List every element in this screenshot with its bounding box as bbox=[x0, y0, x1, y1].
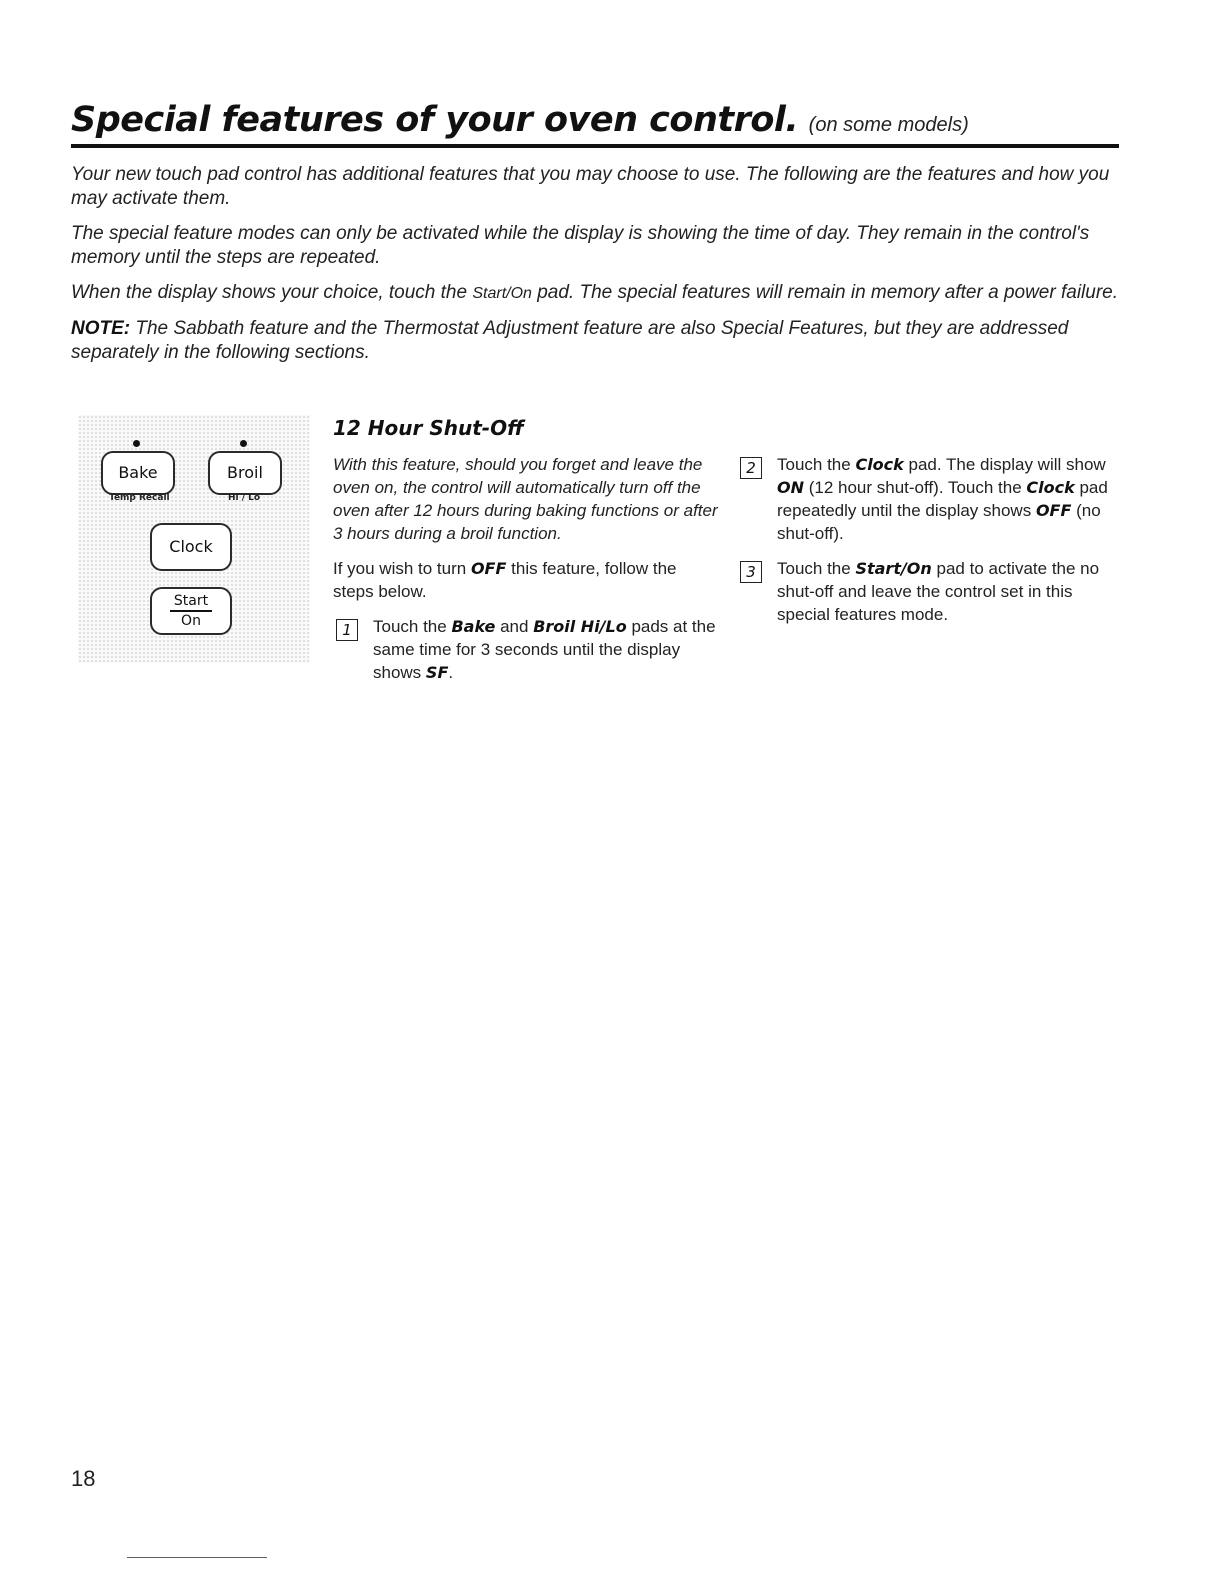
step-1-text-b: and bbox=[495, 617, 534, 636]
section-heading: 12 Hour Shut-Off bbox=[333, 416, 524, 440]
footer-rule bbox=[127, 1557, 267, 1558]
broil-indicator-dot bbox=[240, 440, 247, 447]
page-title bbox=[71, 100, 1119, 148]
note-paragraph bbox=[71, 317, 1121, 365]
section-column-2 bbox=[737, 453, 1122, 638]
intro-p3-text-b: pad. The special features will remain in memory after a power failure. bbox=[531, 282, 1119, 303]
step-3-text-a: Touch the bbox=[777, 559, 856, 578]
step-1-text-d: . bbox=[448, 663, 454, 682]
control-panel-illustration bbox=[78, 415, 310, 663]
step-number-box: 1 bbox=[336, 619, 358, 641]
step-2-clock-keyword-2: Clock bbox=[1026, 478, 1075, 497]
turn-off-text-a: If you wish to turn bbox=[333, 559, 471, 578]
bake-pad-sublabel: Temp Recall bbox=[109, 493, 170, 503]
turn-off-keyword: OFF bbox=[470, 559, 507, 578]
step-1-sf-keyword: SF bbox=[425, 663, 449, 682]
broil-pad bbox=[208, 451, 282, 495]
step-2-text-a: Touch the bbox=[777, 455, 856, 474]
page-title-subtitle: (on some models) bbox=[808, 114, 969, 136]
step-1-bake-keyword: Bake bbox=[451, 617, 496, 636]
bake-indicator-dot bbox=[133, 440, 140, 447]
start-on-divider bbox=[170, 610, 212, 612]
note-label: NOTE: bbox=[71, 318, 131, 339]
broil-pad-sublabel: Hi / Lo bbox=[228, 493, 261, 503]
clock-pad-label: Clock bbox=[169, 537, 213, 556]
step-1-broil-keyword: Broil Hi/Lo bbox=[533, 617, 627, 636]
step-1-text-a: Touch the bbox=[373, 617, 452, 636]
intro-p3-start-on: Start/On bbox=[472, 285, 532, 302]
bake-pad-label: Bake bbox=[118, 463, 158, 482]
step-2-off-keyword: OFF bbox=[1035, 501, 1072, 520]
step-2-text-d: pad repeatedly until the display shows bbox=[777, 478, 1108, 520]
broil-pad-label: Broil bbox=[227, 463, 263, 482]
step-3-start-on-keyword: Start/On bbox=[855, 559, 932, 578]
note-text: The Sabbath feature and the Thermostat Adjustment feature are also Special Features, but they are addressed separately in the following sections. bbox=[71, 318, 1069, 363]
feature-description: With this feature, should you forget and leave the oven on, the control will automatically turn off the oven after 12 hours during baking functions or after 3 hours during a broil function. bbox=[333, 455, 718, 543]
intro-paragraph-3 bbox=[71, 281, 1121, 306]
section-column-1 bbox=[333, 453, 718, 696]
step-1-text-c: pads at the same time for 3 seconds until the display shows bbox=[373, 617, 716, 682]
bake-pad bbox=[101, 451, 175, 495]
step-2-text-c: (12 hour shut-off). Touch the bbox=[804, 478, 1027, 497]
clock-pad bbox=[150, 523, 232, 571]
step-2-clock-keyword: Clock bbox=[855, 455, 904, 474]
step-1 bbox=[333, 615, 718, 684]
intro-p3-text-a: When the display shows your choice, touch the bbox=[71, 282, 473, 303]
on-pad-label: On bbox=[181, 613, 201, 629]
step-2 bbox=[737, 453, 1122, 545]
step-number-box: 3 bbox=[740, 561, 762, 583]
intro-section bbox=[71, 163, 1121, 376]
step-number-box: 2 bbox=[740, 457, 762, 479]
turn-off-text-b: this feature, follow the steps below. bbox=[333, 559, 677, 601]
intro-paragraph-1: Your new touch pad control has additional features that you may choose to use. The following are the features and how you may activate them. bbox=[71, 164, 1110, 209]
start-pad-label: Start bbox=[173, 593, 209, 609]
step-2-on-keyword: ON bbox=[777, 478, 804, 497]
step-3-text-b: pad to activate the no shut-off and leave the control set in this special features mode. bbox=[777, 559, 1100, 624]
page-number: 18 bbox=[71, 1466, 96, 1491]
step-3 bbox=[737, 557, 1122, 626]
step-2-text-e: (no shut-off). bbox=[777, 501, 1101, 543]
step-2-text-b: pad. The display will show bbox=[903, 455, 1106, 474]
turn-off-instructions bbox=[333, 557, 718, 603]
page-title-main: Special features of your oven control. bbox=[71, 100, 799, 140]
intro-paragraph-2: The special feature modes can only be activated while the display is showing the time of day. They remain in the control's memory until the steps are repeated. bbox=[71, 223, 1090, 268]
start-on-pad bbox=[150, 587, 232, 635]
